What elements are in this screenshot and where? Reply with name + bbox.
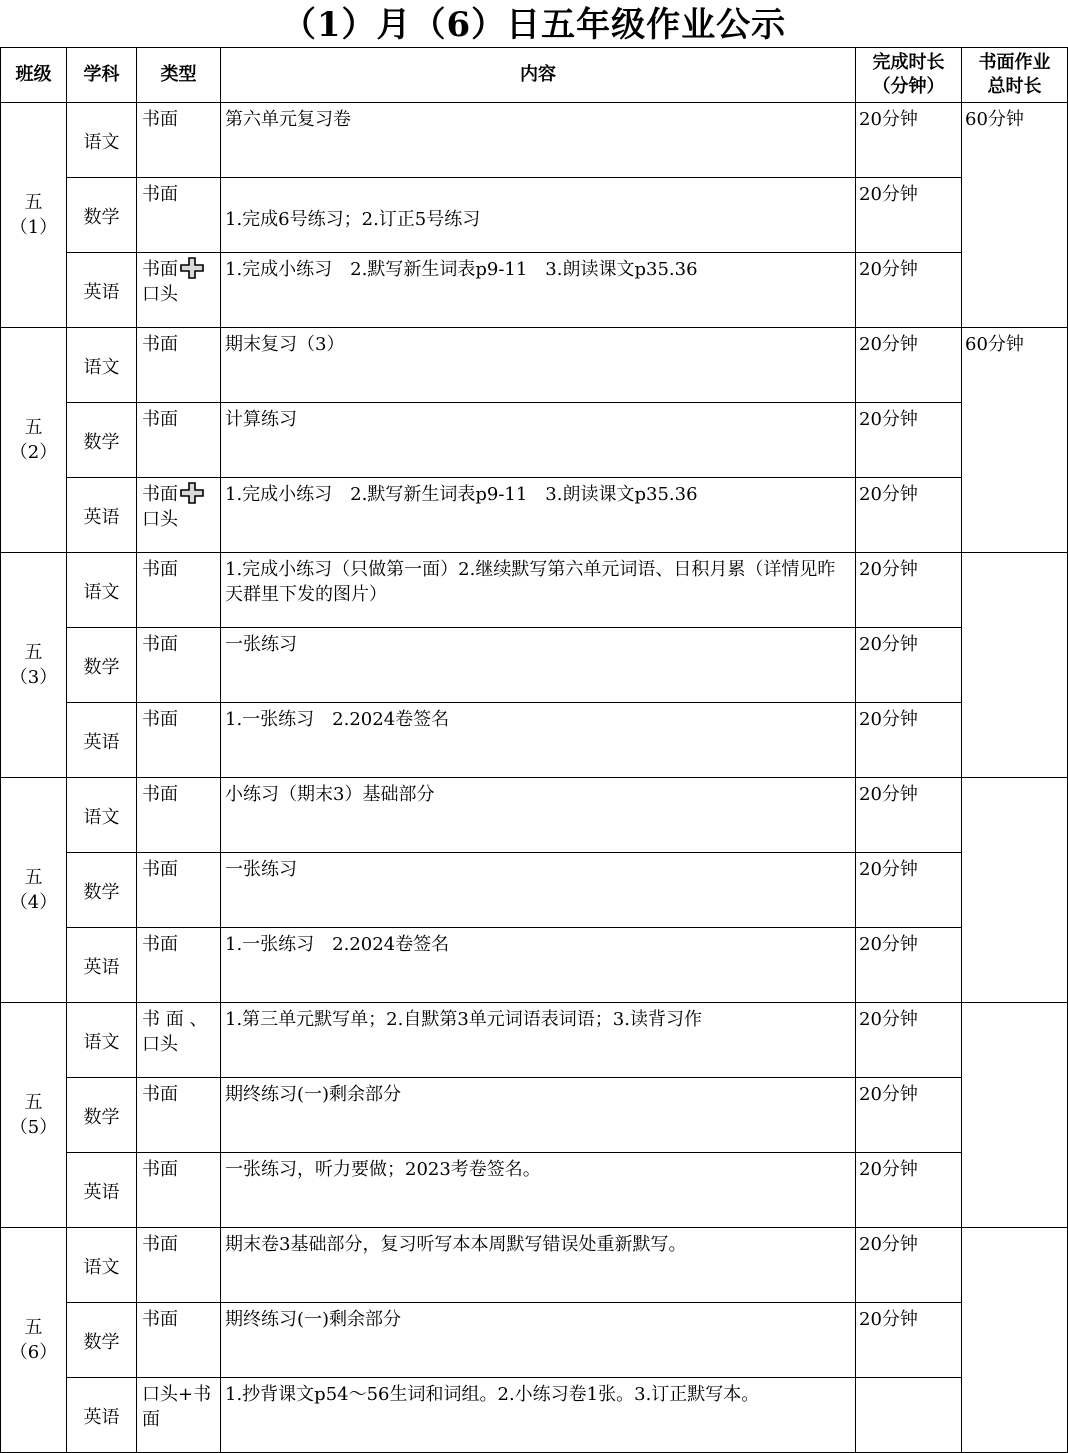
total-cell: 60分钟 [962,103,1068,328]
header-class: 班级 [1,48,67,103]
content-cell [221,478,856,553]
time-cell: 20分钟 [856,778,962,853]
type-label: 书面 [142,1309,178,1330]
content-cell [221,1378,856,1453]
content-text: 1.抄背课文p54～56生词和词组。2.小练习卷1张。3.订正默写本。 [225,1384,760,1405]
subject-cell: 语文 [67,328,137,403]
content-cell [221,403,856,478]
table-row [1,628,1068,703]
type-cell [137,703,221,778]
type-cell [137,478,221,553]
table-row [1,553,1068,628]
content-text: 一张练习，听力要做；2023考卷签名。 [225,1159,541,1180]
header-time-line2: （分钟） [872,76,945,97]
time-cell: 20分钟 [856,103,962,178]
subject-cell: 英语 [67,1378,137,1453]
type-label: 书面 [142,184,178,205]
type-cell [137,1303,221,1378]
type-label: 书面 [142,634,178,655]
time-cell: 20分钟 [856,1003,962,1078]
time-cell: 20分钟 [856,1303,962,1378]
type-label: 书面 [142,709,178,730]
content-cell [221,178,856,253]
type-label-2: 面 [142,1409,160,1430]
content-text: 1.完成小练习 2.默写新生词表p9-11 3.朗读课文p35.36 [225,484,698,505]
type-label: 书面 [142,1159,178,1180]
subject-cell: 数学 [67,853,137,928]
table-row [1,1228,1068,1303]
table-row [1,1003,1068,1078]
type-label: 书面 [142,859,178,880]
subject-cell: 数学 [67,628,137,703]
type-label: 书面 [142,784,178,805]
content-text: 1.完成小练习 2.默写新生词表p9-11 3.朗读课文p35.36 [225,259,698,280]
type-cell [137,853,221,928]
type-cell [137,1003,221,1078]
table-row [1,928,1068,1003]
content-cell [221,1153,856,1228]
time-cell: 20分钟 [856,1153,962,1228]
content-text: 1.完成6号练习；2.订正5号练习 [225,209,481,230]
header-content: 内容 [221,48,856,103]
content-text: 1.第三单元默写单；2.自默第3单元词语表词语；3.读背习作 [225,1009,702,1030]
subject-cell: 语文 [67,1228,137,1303]
header-total-line1: 书面作业 [978,52,1051,73]
table-row [1,703,1068,778]
type-cell [137,178,221,253]
time-cell: 20分钟 [856,1078,962,1153]
type-label: 书面 [142,109,178,130]
content-text: 1.一张练习 2.2024卷签名 [225,709,450,730]
type-label: 书面 [142,259,178,280]
content-cell [221,1003,856,1078]
content-cell [221,853,856,928]
subject-cell: 数学 [67,1078,137,1153]
table-row [1,853,1068,928]
type-cell [137,253,221,328]
header-total-line2: 总时长 [987,76,1042,97]
type-label: 书面 [142,334,178,355]
table-row [1,478,1068,553]
class-grade: 五 [24,192,43,213]
subject-cell: 语文 [67,1003,137,1078]
total-cell: 60分钟 [962,328,1068,553]
content-cell [221,1078,856,1153]
content-text: 期终练习(一)剩余部分 [225,1309,402,1330]
content-cell [221,628,856,703]
type-label: 书面 [142,559,178,580]
header-time [856,48,962,103]
content-cell [221,553,856,628]
class-number: （4） [9,892,58,913]
table-row [1,178,1068,253]
content-text: 期末复习（3） [225,334,345,355]
subject-cell: 数学 [67,1303,137,1378]
time-cell: 20分钟 [856,178,962,253]
time-cell: 20分钟 [856,853,962,928]
total-cell [962,778,1068,1003]
time-cell: 20分钟 [856,628,962,703]
subject-cell: 英语 [67,703,137,778]
type-label-2: 口头 [142,284,178,305]
content-text: 期终练习(一)剩余部分 [225,1084,402,1105]
table-row [1,1078,1068,1153]
type-cell [137,778,221,853]
class-grade: 五 [24,417,43,438]
type-cell [137,1078,221,1153]
table-row [1,253,1068,328]
content-text: 一张练习 [225,634,297,655]
table-row [1,778,1068,853]
type-label: 口头+书 [142,1384,212,1405]
homework-table [0,47,1068,1453]
table-row [1,1378,1068,1453]
content-cell [221,1303,856,1378]
time-cell: 20分钟 [856,928,962,1003]
type-label: 书面 [142,484,178,505]
total-cell [962,553,1068,778]
class-number: （3） [9,667,58,688]
total-cell [962,1228,1068,1453]
type-cell [137,103,221,178]
content-text: 计算练习 [225,409,297,430]
subject-cell: 语文 [67,778,137,853]
header-time-line1: 完成时长 [872,52,945,73]
content-cell [221,703,856,778]
class-number: （6） [9,1342,58,1363]
time-cell: 20分钟 [856,1228,962,1303]
time-cell: 20分钟 [856,478,962,553]
table-row [1,328,1068,403]
type-label: 书面 [142,934,178,955]
table-row [1,1303,1068,1378]
content-cell [221,1228,856,1303]
type-cell [137,328,221,403]
subject-cell: 英语 [67,1153,137,1228]
subject-cell: 语文 [67,553,137,628]
content-cell [221,103,856,178]
type-label-2: 口头 [142,1034,178,1055]
time-cell: 20分钟 [856,253,962,328]
content-text: 一张练习 [225,859,297,880]
header-type: 类型 [137,48,221,103]
class-grade: 五 [24,867,43,888]
content-cell [221,928,856,1003]
plus-icon [180,482,204,504]
content-text: 小练习（期末3）基础部分 [225,784,435,805]
type-cell [137,928,221,1003]
subject-cell: 英语 [67,478,137,553]
subject-cell: 语文 [67,103,137,178]
type-label: 书面 [142,409,178,430]
header-row [1,48,1068,103]
type-cell [137,1153,221,1228]
class-grade: 五 [24,1092,43,1113]
content-cell [221,778,856,853]
subject-cell: 数学 [67,178,137,253]
time-cell: 20分钟 [856,328,962,403]
type-label: 书面 [142,1084,178,1105]
type-cell [137,553,221,628]
page-title: （1）月（6）日五年级作业公示 [281,5,787,45]
subject-cell: 数学 [67,403,137,478]
class-number: （1） [9,217,58,238]
type-cell [137,628,221,703]
class-cell [1,103,67,328]
class-number: （5） [9,1117,58,1138]
content-text: 1.完成小练习（只做第一面）2.继续默写第六单元词语、日积月累（详情见昨天群里下发的图片） [225,559,836,605]
type-label: 书 面 、 [142,1009,208,1030]
class-cell [1,1003,67,1228]
class-grade: 五 [24,1317,43,1338]
class-cell [1,1228,67,1453]
total-cell [962,1003,1068,1228]
header-total [962,48,1068,103]
type-cell [137,1378,221,1453]
table-row [1,1153,1068,1228]
content-cell [221,253,856,328]
subject-cell: 英语 [67,928,137,1003]
subject-cell: 英语 [67,253,137,328]
type-label: 书面 [142,1234,178,1255]
time-cell: 20分钟 [856,553,962,628]
table-row [1,403,1068,478]
table-row [1,103,1068,178]
type-label-2: 口头 [142,509,178,530]
content-text: 期末卷3基础部分，复习听写本本周默写错误处重新默写。 [225,1234,687,1255]
class-cell [1,778,67,1003]
class-grade: 五 [24,642,43,663]
content-text: 第六单元复习卷 [225,109,351,130]
class-cell [1,328,67,553]
time-cell: 20分钟 [856,703,962,778]
time-cell [856,1378,962,1453]
type-cell [137,1228,221,1303]
class-cell [1,553,67,778]
header-subject: 学科 [67,48,137,103]
plus-icon [180,257,204,279]
time-cell: 20分钟 [856,403,962,478]
content-text: 1.一张练习 2.2024卷签名 [225,934,450,955]
content-cell [221,328,856,403]
type-cell [137,403,221,478]
class-number: （2） [9,442,58,463]
